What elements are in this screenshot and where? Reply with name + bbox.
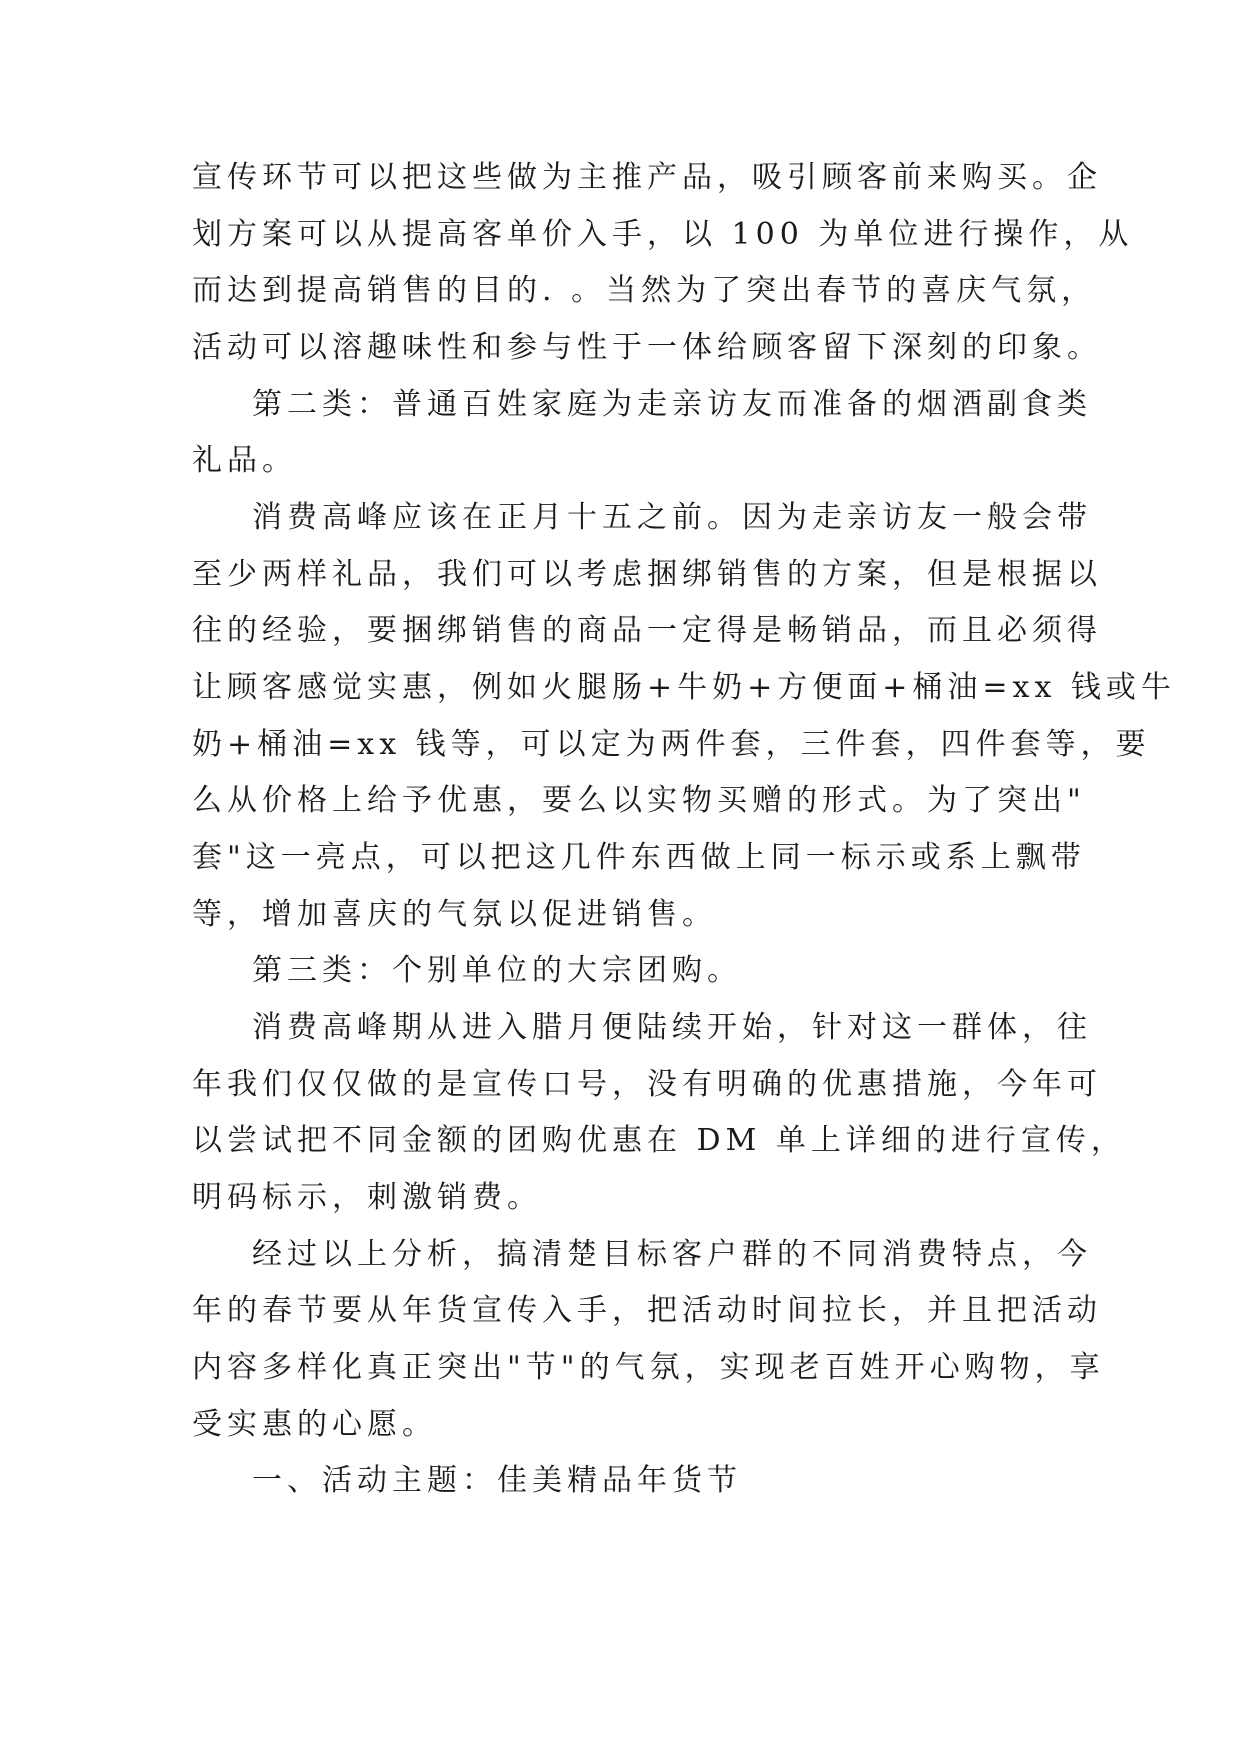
text-line: 奶+桶油=xx 钱等，可以定为两件套，三件套，四件套等，要 bbox=[192, 727, 1151, 762]
text-line: 受实惠的心愿。 bbox=[192, 1407, 437, 1442]
text-line: 至少两样礼品，我们可以考虑捆绑销售的方案，但是根据以 bbox=[192, 557, 1102, 592]
text-line: 而达到提高销售的目的. 。当然为了突出春节的喜庆气氛， bbox=[192, 273, 1097, 308]
text-line: 等，增加喜庆的气氛以促进销售。 bbox=[192, 897, 717, 932]
paragraph-first-line: 经过以上分析，搞清楚目标客户群的不同消费特点，今 bbox=[252, 1237, 1092, 1272]
text-line: 么从价格上给予优惠，要么以实物买赠的形式。为了突出" bbox=[192, 783, 1086, 818]
section-heading-line: 第三类：个别单位的大宗团购。 bbox=[252, 953, 742, 988]
text-line: 划方案可以从提高客单价入手，以 100 为单位进行操作，从 bbox=[192, 217, 1134, 252]
paragraph-first-line: 消费高峰期从进入腊月便陆续开始，针对这一群体，往 bbox=[252, 1010, 1092, 1045]
text-line: 明码标示，刺激销费。 bbox=[192, 1180, 542, 1215]
text-line: 往的经验，要捆绑销售的商品一定得是畅销品，而且必须得 bbox=[192, 613, 1102, 648]
text-line: 年的春节要从年货宣传入手，把活动时间拉长，并且把活动 bbox=[192, 1293, 1102, 1328]
text-line: 以尝试把不同金额的团购优惠在 DM 单上详细的进行宣传， bbox=[192, 1123, 1126, 1158]
text-line: 宣传环节可以把这些做为主推产品，吸引顾客前来购买。企 bbox=[192, 160, 1102, 195]
text-line: 让顾客感觉实惠，例如火腿肠+牛奶+方便面+桶油=xx 钱或牛 bbox=[192, 670, 1176, 705]
text-line: 套"这一亮点，可以把这几件东西做上同一标示或系上飘带 bbox=[192, 840, 1086, 875]
text-line: 礼品。 bbox=[192, 443, 297, 478]
text-line: 年我们仅仅做的是宣传口号，没有明确的优惠措施，今年可 bbox=[192, 1067, 1102, 1102]
text-line: 活动可以溶趣味性和参与性于一体给顾客留下深刻的印象。 bbox=[192, 330, 1102, 365]
section-heading-line: 第二类：普通百姓家庭为走亲访友而准备的烟酒副食类 bbox=[252, 387, 1092, 422]
text-line: 内容多样化真正突出"节"的气氛，实现老百姓开心购物，享 bbox=[192, 1350, 1105, 1385]
section-heading-line: 一、活动主题：佳美精品年货节 bbox=[252, 1463, 742, 1498]
paragraph-first-line: 消费高峰应该在正月十五之前。因为走亲访友一般会带 bbox=[252, 500, 1092, 535]
